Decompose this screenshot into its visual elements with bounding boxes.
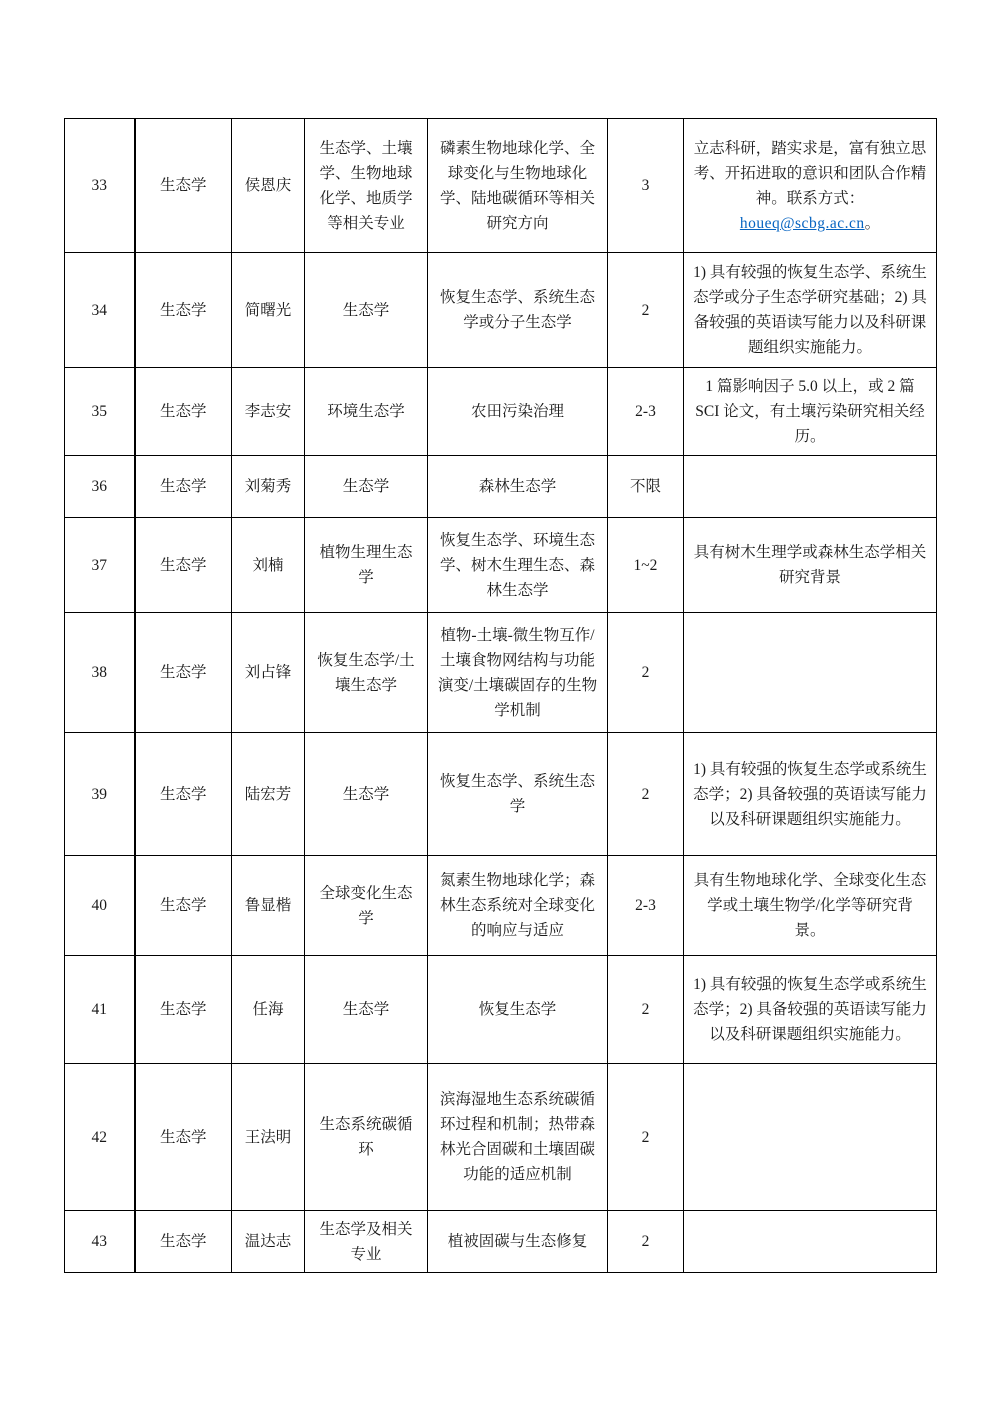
cell-requirements — [684, 956, 937, 1064]
cell-discipline: 生态学 — [135, 856, 232, 956]
table-row — [65, 253, 937, 368]
cell-research-direction: 植被固碳与生态修复 — [428, 1211, 608, 1273]
table-row — [65, 956, 937, 1064]
requirements-text: 具有生物地球化学、全球变化生态学或土壤生物学/化学等研究背景。 — [693, 872, 927, 939]
cell-major: 生态系统碳循环 — [305, 1064, 428, 1211]
cell-research-direction: 滨海湿地生态系统碳循环过程和机制；热带森林光合固碳和土壤固碳功能的适应机制 — [428, 1064, 608, 1211]
requirements-suffix: 。 — [864, 214, 881, 232]
requirements-text: 具有树木生理学或森林生态学相关研究背景 — [693, 544, 927, 586]
cell-requirements — [684, 1064, 937, 1211]
table-row — [65, 368, 937, 456]
cell-requirements — [684, 733, 937, 856]
cell-advisor-name: 侯恩庆 — [232, 119, 305, 253]
table-row — [65, 733, 937, 856]
cell-major: 生态学 — [305, 253, 428, 368]
cell-research-direction: 植物-土壤-微生物互作/土壤食物网结构与功能演变/土壤碳固存的生物学机制 — [428, 613, 608, 733]
cell-quota: 1~2 — [608, 518, 684, 613]
cell-research-direction: 氮素生物地球化学；森林生态系统对全球变化的响应与适应 — [428, 856, 608, 956]
cell-discipline: 生态学 — [135, 253, 232, 368]
cell-row-number: 41 — [65, 956, 135, 1064]
cell-quota: 2 — [608, 1211, 684, 1273]
cell-discipline: 生态学 — [135, 956, 232, 1064]
cell-advisor-name: 刘占锋 — [232, 613, 305, 733]
cell-row-number: 43 — [65, 1211, 135, 1273]
cell-requirements — [684, 856, 937, 956]
cell-research-direction: 磷素生物地球化学、全球变化与生物地球化学、陆地碳循环等相关研究方向 — [428, 119, 608, 253]
cell-row-number: 37 — [65, 518, 135, 613]
cell-quota: 2-3 — [608, 368, 684, 456]
email-link[interactable]: houeq@scbg.ac.cn — [739, 214, 865, 232]
table-row — [65, 119, 937, 253]
cell-discipline: 生态学 — [135, 1211, 232, 1273]
cell-quota: 2 — [608, 613, 684, 733]
requirements-text: 1 篇影响因子 5.0 以上，或 2 篇 SCI 论文，有土壤污染研究相关经历。 — [695, 378, 925, 445]
cell-advisor-name: 刘楠 — [232, 518, 305, 613]
cell-discipline: 生态学 — [135, 1064, 232, 1211]
cell-row-number: 36 — [65, 456, 135, 518]
cell-advisor-name: 王法明 — [232, 1064, 305, 1211]
cell-quota: 3 — [608, 119, 684, 253]
cell-requirements — [684, 368, 937, 456]
cell-quota: 2 — [608, 1064, 684, 1211]
cell-quota: 不限 — [608, 456, 684, 518]
requirements-text: 立志科研，踏实求是，富有独立思考、开拓进取的意识和团队合作精神。联系方式： — [693, 139, 927, 207]
cell-major: 生态学及相关专业 — [305, 1211, 428, 1273]
cell-row-number: 34 — [65, 253, 135, 368]
cell-quota: 2 — [608, 733, 684, 856]
cell-major: 生态学 — [305, 456, 428, 518]
cell-advisor-name: 鲁显楷 — [232, 856, 305, 956]
table-row — [65, 1211, 937, 1273]
cell-major: 生态学 — [305, 956, 428, 1064]
table-row — [65, 456, 937, 518]
requirements-text: 1) 具有较强的恢复生态学、系统生态学或分子生态学研究基础；2) 具备较强的英语读写能力以及科研课题组织实施能力。 — [693, 264, 927, 356]
cell-major: 生态学 — [305, 733, 428, 856]
cell-requirements — [684, 518, 937, 613]
recruitment-table — [64, 118, 937, 1273]
cell-major: 恢复生态学/土壤生态学 — [305, 613, 428, 733]
cell-discipline: 生态学 — [135, 613, 232, 733]
cell-major: 植物生理生态学 — [305, 518, 428, 613]
cell-row-number: 42 — [65, 1064, 135, 1211]
cell-requirements — [684, 613, 937, 733]
cell-discipline: 生态学 — [135, 518, 232, 613]
cell-advisor-name: 李志安 — [232, 368, 305, 456]
cell-advisor-name: 简曙光 — [232, 253, 305, 368]
table-row — [65, 613, 937, 733]
cell-research-direction: 恢复生态学、系统生态学或分子生态学 — [428, 253, 608, 368]
table-row — [65, 856, 937, 956]
cell-advisor-name: 温达志 — [232, 1211, 305, 1273]
cell-major: 全球变化生态学 — [305, 856, 428, 956]
cell-row-number: 38 — [65, 613, 135, 733]
cell-research-direction: 恢复生态学、系统生态学 — [428, 733, 608, 856]
cell-discipline: 生态学 — [135, 119, 232, 253]
cell-row-number: 35 — [65, 368, 135, 456]
cell-discipline: 生态学 — [135, 368, 232, 456]
cell-advisor-name: 刘菊秀 — [232, 456, 305, 518]
cell-quota: 2-3 — [608, 856, 684, 956]
cell-row-number: 39 — [65, 733, 135, 856]
cell-discipline: 生态学 — [135, 733, 232, 856]
cell-major: 生态学、土壤学、生物地球化学、地质学等相关专业 — [305, 119, 428, 253]
cell-discipline: 生态学 — [135, 456, 232, 518]
cell-row-number: 40 — [65, 856, 135, 956]
requirements-text: 1) 具有较强的恢复生态学或系统生态学；2) 具备较强的英语读写能力以及科研课题组织实施能力。 — [693, 760, 927, 828]
cell-requirements — [684, 456, 937, 518]
cell-research-direction: 农田污染治理 — [428, 368, 608, 456]
cell-research-direction: 恢复生态学 — [428, 956, 608, 1064]
cell-quota: 2 — [608, 956, 684, 1064]
requirements-text: 1) 具有较强的恢复生态学或系统生态学；2) 具备较强的英语读写能力以及科研课题组织实施能力。 — [693, 976, 927, 1043]
table-row — [65, 518, 937, 613]
cell-major: 环境生态学 — [305, 368, 428, 456]
cell-quota: 2 — [608, 253, 684, 368]
cell-advisor-name: 任海 — [232, 956, 305, 1064]
cell-requirements — [684, 119, 937, 253]
cell-requirements — [684, 253, 937, 368]
cell-requirements — [684, 1211, 937, 1273]
cell-research-direction: 恢复生态学、环境生态学、树木生理生态、森林生态学 — [428, 518, 608, 613]
cell-research-direction: 森林生态学 — [428, 456, 608, 518]
cell-row-number: 33 — [65, 119, 135, 253]
table-row — [65, 1064, 937, 1211]
cell-advisor-name: 陆宏芳 — [232, 733, 305, 856]
